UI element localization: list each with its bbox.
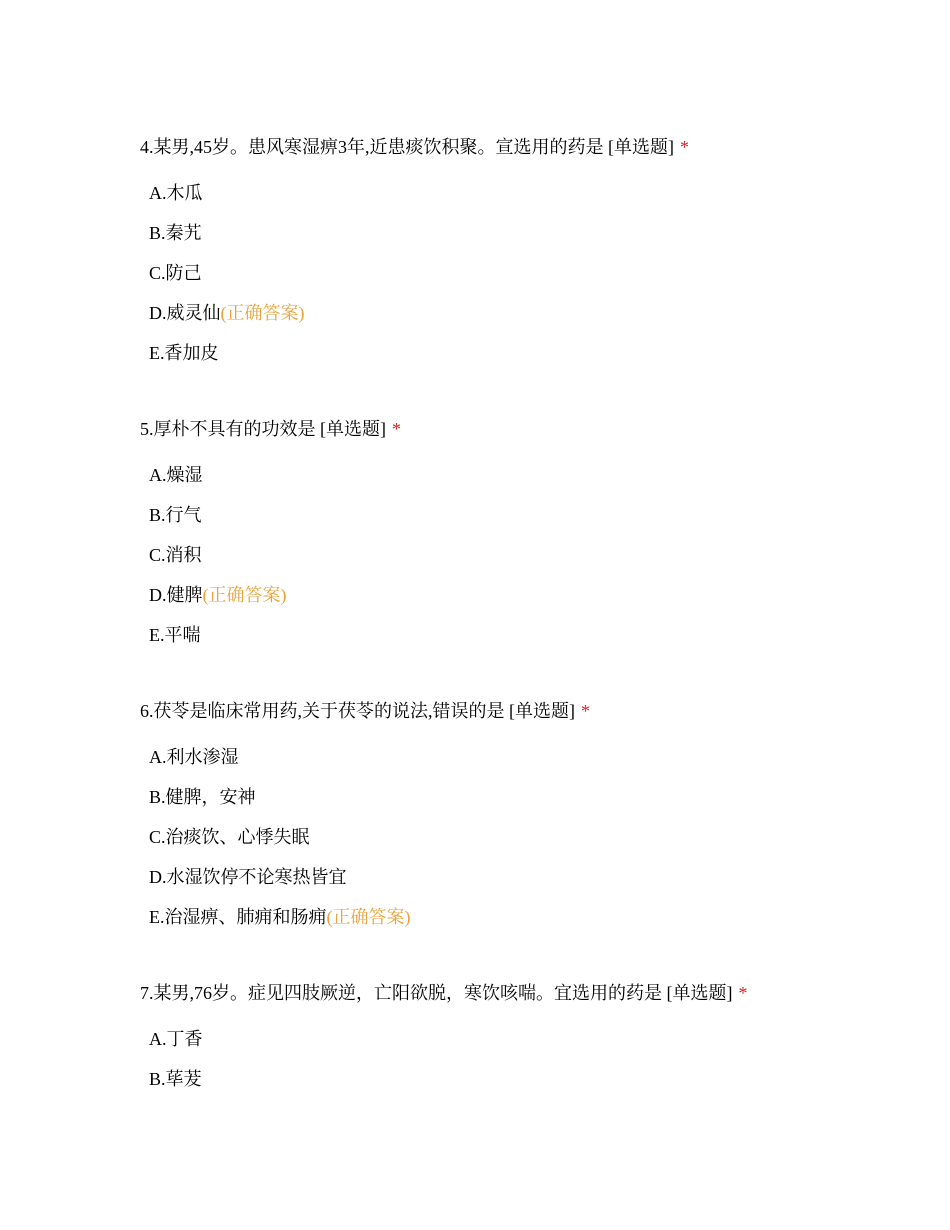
required-mark: *	[581, 701, 590, 721]
option-label: C.消积	[149, 545, 202, 565]
question-text: 4.某男,45岁。患风寒湿痹3年,近患痰饮积聚。宣选用的药是 [单选题]	[140, 137, 674, 157]
option-list	[140, 1027, 920, 1091]
option-item[interactable]	[149, 785, 920, 809]
option-label: A.利水渗湿	[149, 747, 239, 767]
option-label: A.木瓜	[149, 183, 203, 203]
option-label: D.健脾	[149, 585, 203, 605]
correct-answer-note: (正确答案)	[326, 907, 411, 927]
option-item[interactable]	[149, 503, 920, 527]
question-block	[140, 981, 920, 1107]
option-item[interactable]	[149, 301, 920, 325]
option-item[interactable]	[149, 543, 920, 567]
question-block	[140, 417, 920, 663]
option-item[interactable]	[149, 865, 920, 889]
option-label: E.平喘	[149, 625, 201, 645]
option-label: B.荜茇	[149, 1069, 202, 1089]
option-list	[140, 745, 920, 929]
option-label: E.香加皮	[149, 343, 219, 363]
option-item[interactable]	[149, 825, 920, 849]
required-mark: *	[680, 137, 689, 157]
option-label: C.防己	[149, 263, 202, 283]
correct-answer-note: (正确答案)	[202, 585, 287, 605]
option-label: E.治湿痹、肺痈和肠痈	[149, 907, 327, 927]
question-block	[140, 135, 920, 381]
option-label: A.燥湿	[149, 465, 203, 485]
option-item[interactable]	[149, 181, 920, 205]
option-list	[140, 463, 920, 647]
question-text: 7.某男,76岁。症见四肢厥逆，亡阳欲脱，寒饮咳喘。宜选用的药是 [单选题]	[140, 983, 733, 1003]
option-item[interactable]	[149, 745, 920, 769]
option-item[interactable]	[149, 341, 920, 365]
question-text: 5.厚朴不具有的功效是 [单选题]	[140, 419, 386, 439]
question-text: 6.茯苓是临床常用药,关于茯苓的说法,错误的是 [单选题]	[140, 701, 575, 721]
option-list	[140, 181, 920, 365]
option-item[interactable]	[149, 261, 920, 285]
option-item[interactable]	[149, 905, 920, 929]
option-item[interactable]	[149, 1027, 920, 1051]
option-label: D.水湿饮停不论寒热皆宜	[149, 867, 347, 887]
question-title	[140, 699, 920, 723]
option-item[interactable]	[149, 583, 920, 607]
option-label: B.健脾，安神	[149, 787, 256, 807]
option-item[interactable]	[149, 463, 920, 487]
question-block	[140, 699, 920, 945]
question-title	[140, 135, 920, 159]
required-mark: *	[392, 419, 401, 439]
correct-answer-note: (正确答案)	[220, 303, 305, 323]
option-item[interactable]	[149, 623, 920, 647]
option-label: A.丁香	[149, 1029, 203, 1049]
required-mark: *	[738, 983, 748, 1003]
option-label: C.治痰饮、心悸失眠	[149, 827, 310, 847]
option-label: B.行气	[149, 505, 202, 525]
question-title	[140, 417, 920, 441]
option-item[interactable]	[149, 221, 920, 245]
option-label: D.威灵仙	[149, 303, 221, 323]
option-item[interactable]	[149, 1067, 920, 1091]
option-label: B.秦艽	[149, 223, 202, 243]
question-title	[140, 981, 920, 1005]
